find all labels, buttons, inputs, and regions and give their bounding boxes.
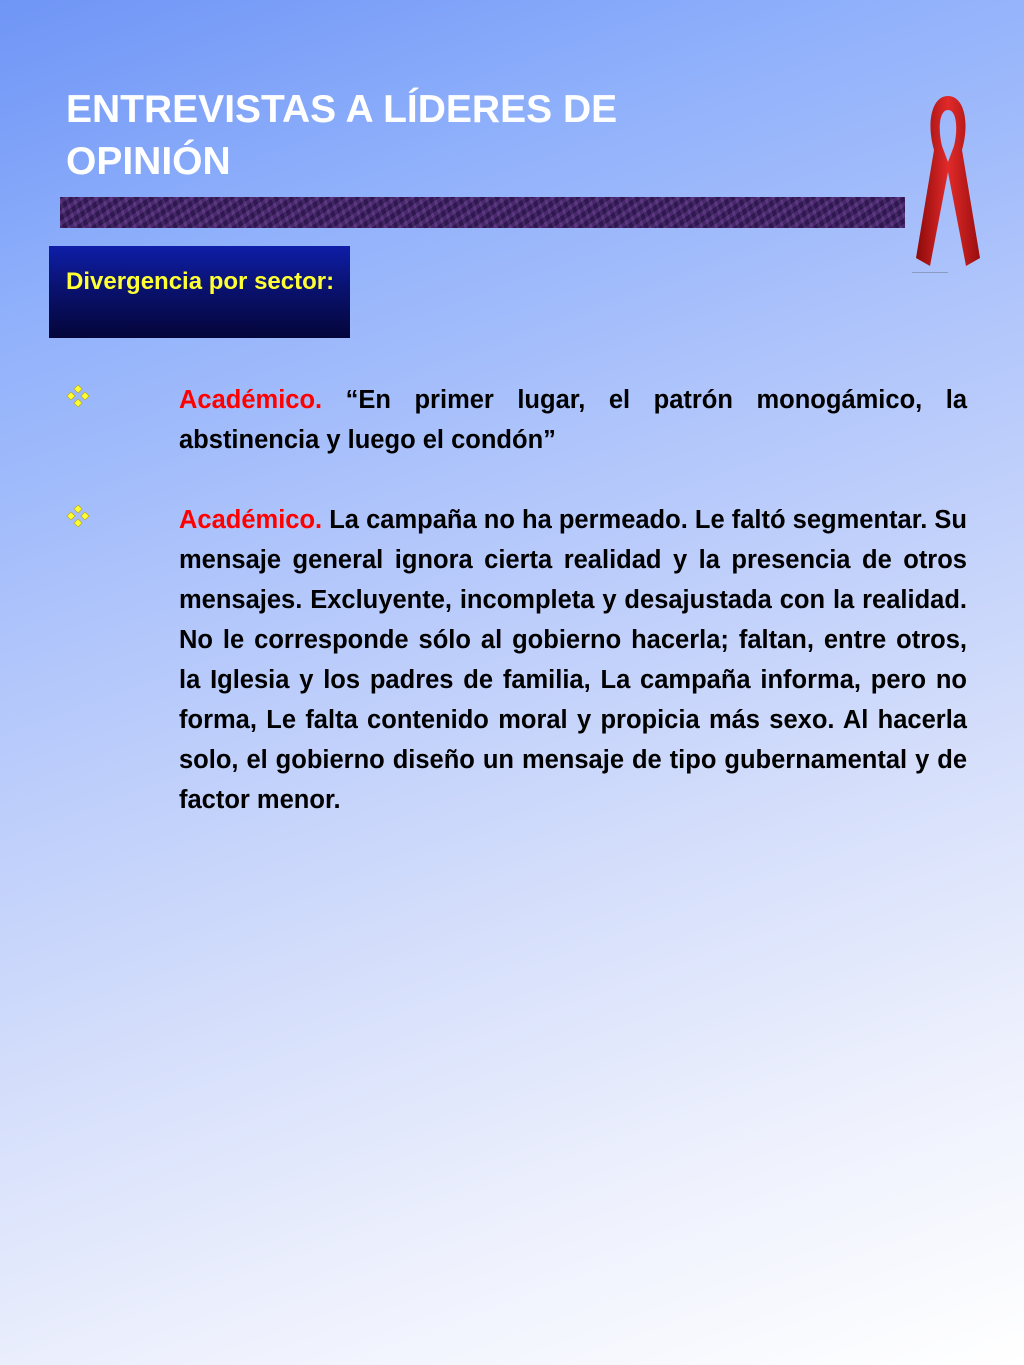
- bullet-item-2-lead: Académico.: [179, 506, 323, 534]
- slide-title-line-1: ENTREVISTAS A LÍDERES DE: [66, 88, 618, 131]
- four-diamond-bullet-icon: [66, 384, 90, 408]
- slide-title-line-2: OPINIÓN: [66, 140, 231, 183]
- bullet-item-1-lead: Académico.: [179, 386, 323, 414]
- decorative-header-band: [60, 197, 905, 228]
- slide-subtitle: Divergencia por sector:: [66, 268, 335, 295]
- bullet-item-1: [66, 380, 967, 460]
- bullet-item-2-body: La campaña no ha permeado. Le faltó segmentar. Su mensaje general ignora cierta realidad y la presencia de otros mensajes. Excluyente, incompleta y desajustada con la realidad. No le corresponde sólo al gobierno hacerla; faltan, entre otros, la Iglesia y los padres de familia, La campaña informa, pero no forma, Le falta contenido moral y propicia más sexo. Al hacerla solo, el gobierno diseño un mensaje de tipo gubernamental y de factor menor.: [179, 506, 967, 814]
- ribbon-shadow-line: [912, 272, 948, 273]
- bullet-item-1-text: [179, 380, 967, 460]
- bullet-item-1-body: “En primer lugar, el patrón monogámico, la abstinencia y luego el condón”: [179, 386, 967, 454]
- bullet-item-2: [66, 500, 967, 820]
- bullet-item-2-text: [179, 500, 967, 820]
- red-awareness-ribbon-icon: [912, 92, 984, 274]
- four-diamond-bullet-icon: [66, 504, 90, 528]
- slide-title: [66, 84, 826, 188]
